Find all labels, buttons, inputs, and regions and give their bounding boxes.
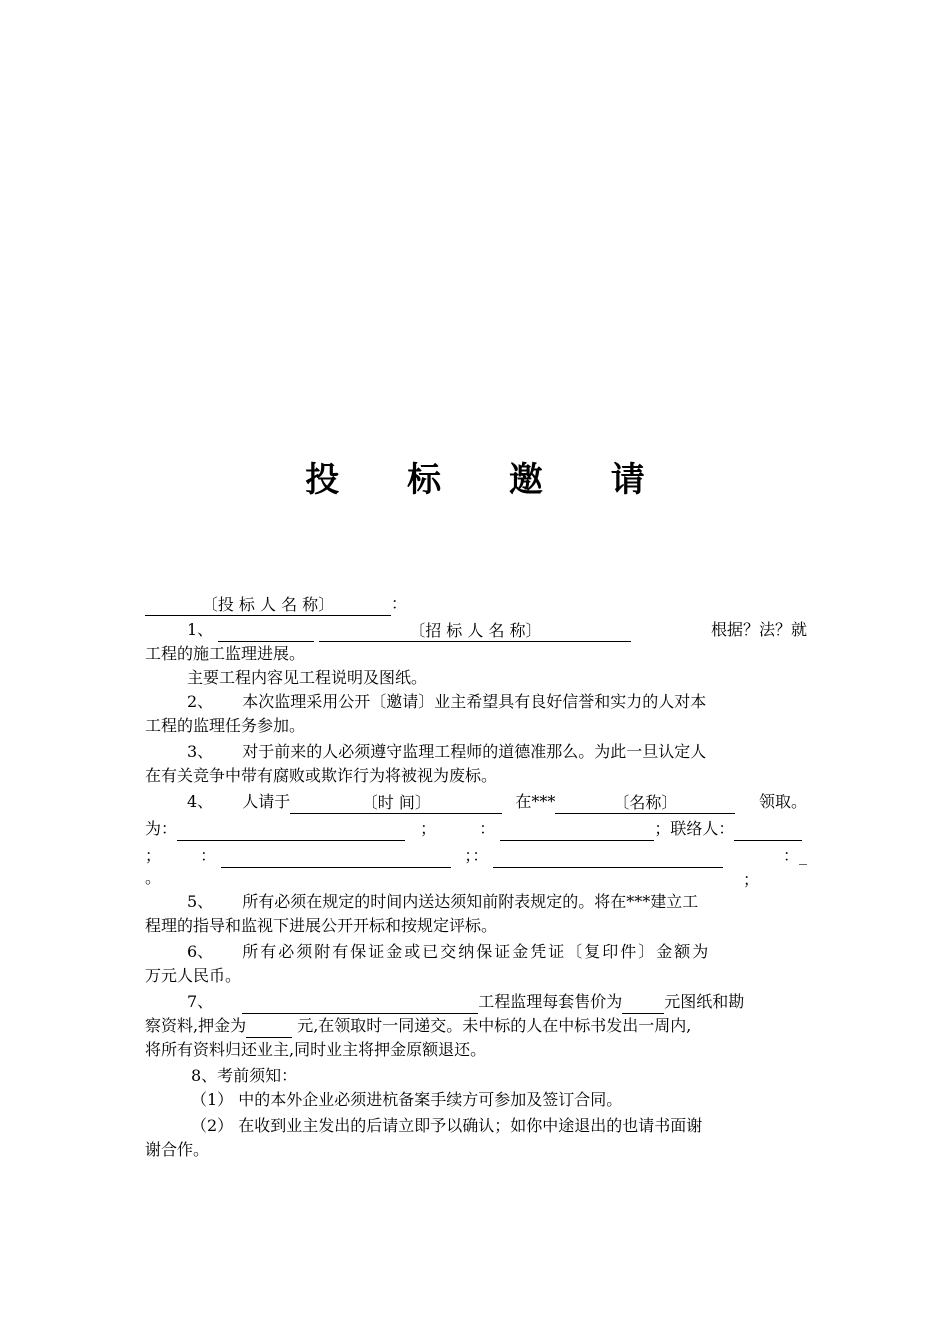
paragraph-4: 4、 人请于 〔时 间〕 在*** 〔名称〕 领取。 — [187, 792, 807, 812]
paragraph-8-heading: 8、考前须知： — [191, 1066, 298, 1085]
paragraph-8-item-2-cont: 谢合作。 — [145, 1140, 210, 1159]
contact-field — [734, 820, 802, 841]
blank-field — [500, 820, 654, 841]
paragraph-3: 3、 对于前来的人必须遵守监理工程师的道德准那么。为此一旦认定人 — [187, 742, 707, 761]
page-title: 投 标 邀 请 — [305, 460, 673, 500]
paragraph-7-row3: 将所有资料归还业主,同时业主将押金原额退还。 — [145, 1040, 487, 1059]
paragraph-8-item-2: （2） 在收到业主发出的后请立即予以确认；如你中途退出的也请书面谢 — [191, 1116, 703, 1135]
paragraph-8-item-1: （1） 中的本外企业必须进杭备案手续方可参加及签订合同。 — [191, 1090, 623, 1109]
paragraph-6-cont: 万元人民币。 — [145, 966, 242, 985]
blank-field — [221, 847, 451, 868]
tenderer-name-field: 〔招 标 人 名 称〕 — [319, 621, 631, 642]
time-field: 〔时 间〕 — [290, 793, 502, 814]
paragraph-1-note: 主要工程内容见工程说明及图纸。 — [187, 668, 428, 687]
addressee-line: 〔投 标 人 名 称〕 ： — [145, 592, 807, 616]
place-name-field: 〔名称〕 — [555, 793, 735, 814]
project-name-field — [242, 993, 478, 1014]
paragraph-5: 5、 所有必须在规定的时间内送达须知前附表规定的。将在***建立工 — [187, 892, 699, 911]
paragraph-5-cont: 程理的指导和监视下进展公开开标和按规定评标。 — [145, 916, 498, 935]
paragraph-4-row3: ； ： ；： ：_ ； — [145, 846, 807, 889]
paragraph-1: 1、 〔招 标 人 名 称〕 根据？法？就 — [187, 620, 807, 640]
paragraph-1-cont: 工程的施工监理进展。 — [145, 644, 306, 663]
paragraph-2-cont: 工程的监理任务参加。 — [145, 716, 306, 735]
paragraph-4-row2: 为： ； ： ；联络人： — [145, 817, 807, 841]
blank-field — [493, 847, 723, 868]
price-field — [622, 993, 664, 1014]
paragraph-6: 6、 所有必须附有保证金或已交纳保证金凭证〔复印件〕金额为 — [187, 942, 711, 961]
bidder-name-field: 〔投 标 人 名 称〕 — [145, 595, 391, 616]
deposit-field — [246, 1017, 292, 1038]
paragraph-7-row2: 察资料,押金为 元,在领取时一同递交。未中标的人在中标书发出一周内, — [145, 1014, 807, 1038]
paragraph-3-cont: 在有关竞争中带有腐败或欺诈行为将被视为废标。 — [145, 766, 498, 785]
paragraph-4-row4: 。 — [145, 868, 162, 887]
paragraph-2: 2、 本次监理采用公开〔邀请〕业主希望具有良好信誉和实力的人对本 — [187, 692, 707, 711]
blank-field — [177, 820, 405, 841]
paragraph-7: 7、 工程监理每套售价为 元图纸和勘 — [145, 990, 807, 1014]
blank-field — [218, 621, 314, 642]
